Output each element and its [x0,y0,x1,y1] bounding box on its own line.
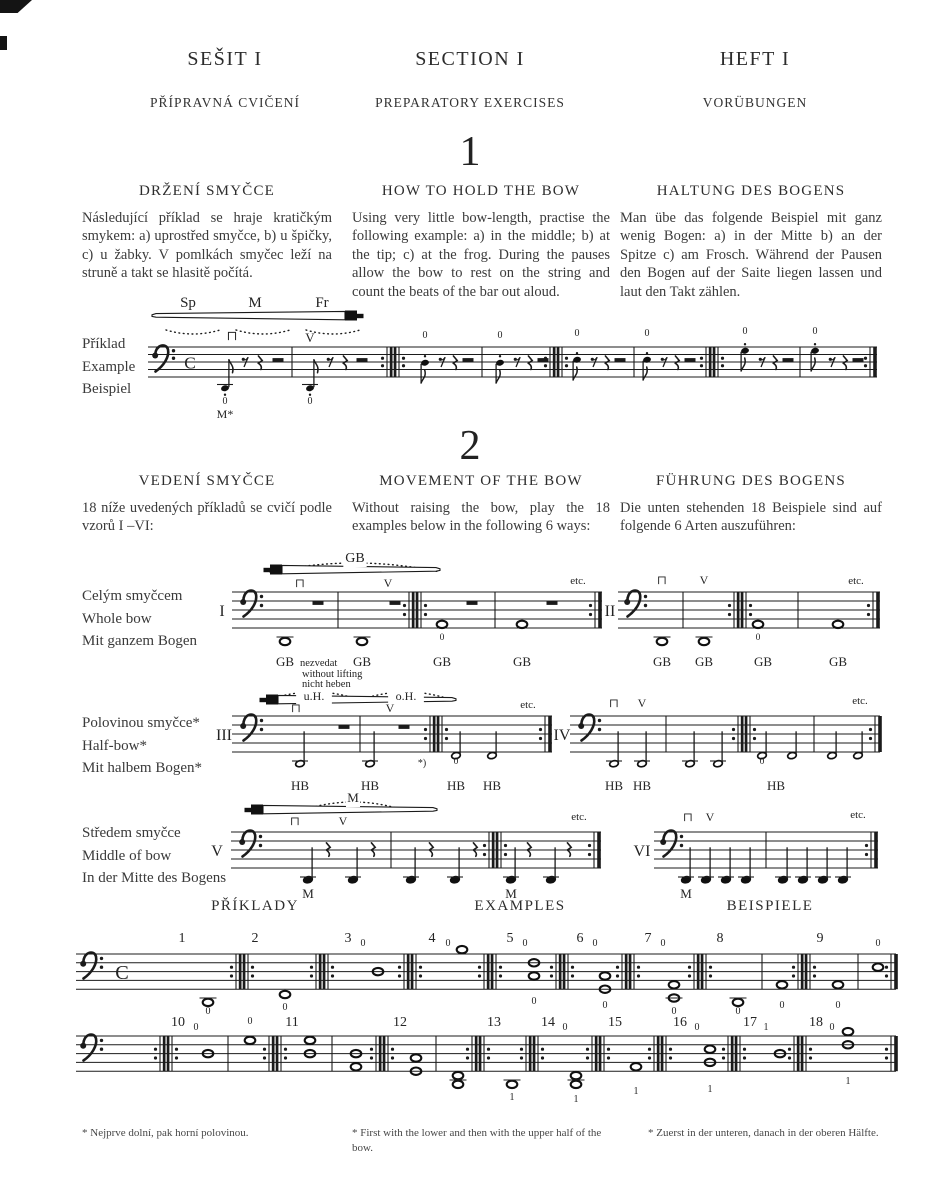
notation-text: 0 [735,1006,741,1017]
section1-heading-english: HOW TO HOLD THE BOW [381,183,581,199]
examples-row-1-9-staff [70,928,902,1020]
notation-text: 0 [660,938,666,949]
notation-text: etc. [848,575,864,587]
notation-text: 17 [743,1015,757,1030]
notation-text: ⊓ [289,814,301,828]
notation-text: 4 [428,931,436,946]
notation-text: 1 [633,1086,639,1097]
music-notation-canvas [628,792,900,904]
notation-text: V [637,696,647,710]
bass-clef-icon [260,604,263,607]
row2-label-english: Half-bow* [82,737,147,754]
notation-text: 0 [222,396,228,407]
section1-body-czech: Následující příklad se hraje kratičkým smykem: a) uprostřed smyčce, b) u špičky, c) u žabky. V pomlkách smyčec leží na struně a takt se hlasitě počítá. [82,210,332,282]
notation-text: GB [753,654,773,669]
row3-label-german: In der Mitte des Bogens [82,870,227,886]
notation-text: V [211,843,223,860]
notation-text: 0 [592,938,598,949]
notation-text: 1 [178,931,186,946]
notation-text: 0 [247,1016,253,1027]
notation-text: 1 [763,1022,769,1033]
notation-text: 14 [541,1015,555,1030]
notation-text: 0 [671,1006,677,1017]
notation-text: 12 [393,1015,407,1030]
notation-text: 1 [707,1084,713,1095]
notation-text: ⊓ [294,576,306,590]
music-notation-canvas [203,792,603,904]
music-notation-canvas [598,550,898,690]
notation-text: nicht heben [302,679,351,690]
notation-text: HB [360,778,380,793]
notation-text: Sp [180,295,196,311]
notation-text: 0 [307,396,313,407]
notation-text: 0 [422,330,428,341]
notation-text: 0 [812,326,818,337]
bass-clef-icon [100,966,103,969]
notation-text: GB [512,654,532,669]
section2-body-czech: 18 níže uvedených příkladů se cvičí podle vzorů I –VI: [82,500,332,535]
notation-text: 0 [439,633,445,643]
row2-side-label [82,712,202,780]
section2-heading-english: MOVEMENT OF THE BOW [379,473,583,489]
notation-text: IV [553,727,571,744]
notation-text: etc. [570,575,586,587]
bow-graphic [152,311,364,321]
notation-text: M [505,886,517,901]
bass-clef-icon [260,728,263,731]
row3-label-english: Middle of bow [82,847,172,864]
system-II-staff [598,550,898,690]
bass-clef-icon [598,728,601,731]
page-subtitle-czech: PŘÍPRAVNÁ CVIČENÍ [150,95,300,110]
notation-text: 1 [573,1094,579,1104]
footnote-german: * Zuerst in der unteren, danach in der oberen Hälfte. [648,1127,879,1139]
notation-text: without lifting [302,669,363,680]
notation-text: 0 [755,633,761,643]
section1-body-german: Man übe das folgende Beispiel mit ganz wenig Bogen: a) in der Mitte b) an der Spitze c) am Frosch. Während der Pausen den Bogen auf der Saite liegen lassen und laut den Takt zählen. [620,210,882,300]
notation-text: V [305,330,315,345]
section1-czech [82,183,332,283]
notation-text: 1 [509,1092,515,1103]
section2-heading-german: FÜHRUNG DES BOGENS [656,473,846,489]
page-title-german: HEFT I [719,48,791,70]
notation-text: *) [417,758,427,769]
notation-text: GB [345,551,365,566]
section-number-1: 1 [459,129,481,175]
notation-text: 0 [282,1002,288,1013]
notation-text: etc. [520,699,536,711]
notation-text: GB [352,654,372,669]
section2-german [620,473,882,536]
notation-text: M [302,886,314,901]
bow-graphic [245,805,438,815]
scan-artifact-edge [0,36,7,50]
notation-text: II [604,603,616,620]
bass-clef-icon [680,844,683,847]
page-subtitle-english: PREPARATORY EXERCISES [375,95,565,110]
notation-text: HB [766,778,786,793]
music-notation-canvas [208,680,560,802]
row1-label-english: Whole bow [82,610,152,627]
section1-heading-german: HALTUNG DES BOGENS [656,183,846,199]
notation-text: ⊓ [290,701,302,715]
notation-text: HB [632,778,652,793]
footnote-english: * First with the lower and then with the upper half of the bow. [352,1127,602,1154]
section-number-2: 2 [459,423,481,469]
notation-text: 0 [453,757,459,767]
notation-text: C [184,353,196,373]
row1-side-label [82,585,197,653]
page-title-english: SECTION I [415,48,525,70]
music-notation-canvas [544,680,896,802]
bow-graphic [260,695,457,705]
notation-text: 0 [779,1000,785,1011]
notation-text: 0 [205,1006,211,1017]
header-column-english [355,48,585,111]
notation-text: 2 [251,931,259,946]
notation-text: HB [482,778,502,793]
section2-english [352,473,610,536]
bass-clef-icon [172,357,175,360]
notation-text: o.H. [395,689,417,703]
row2-label-german: Mit halbem Bogen* [82,760,202,776]
notation-text: HB [290,778,310,793]
bass-clef-icon [259,844,262,847]
example-label-german: Beispiel [82,381,132,397]
notation-text: 7 [644,931,652,946]
notation-text: u.H. [303,689,325,703]
notation-text: 0 [875,938,881,949]
notation-text: III [216,727,232,744]
notation-text: ⊓ [608,696,620,710]
notation-text: 1 [845,1076,851,1087]
notation-text: 0 [602,1000,608,1011]
notation-text: C [115,962,129,985]
example1-staff [140,292,898,437]
examples-row-10-18-staff [70,1012,902,1104]
notation-text: Fr [315,295,329,311]
notation-text: V [338,814,348,828]
notation-text: etc. [850,809,866,821]
notation-text: 11 [285,1015,299,1030]
notation-text: ⊓ [226,328,238,343]
notation-text: M [680,886,692,901]
notation-text: GB [694,654,714,669]
notation-text: 18 [809,1015,823,1030]
notation-text: 3 [344,931,352,946]
system-I-staff [210,550,612,690]
notation-text: V [705,810,715,824]
notation-text: M [248,295,262,311]
section2-czech [82,473,332,536]
notation-text: 0 [759,757,765,767]
row2-label-czech: Polovinou smyčce* [82,715,200,731]
music-notation-canvas [70,928,902,1020]
notation-text: 0 [497,330,503,341]
row1-label-czech: Celým smyčcem [82,588,183,604]
page-title-czech: SEŠIT I [187,48,263,70]
notation-text: I [219,603,225,620]
notation-text: 0 [574,328,580,339]
notation-text: V [383,576,393,590]
section1-heading-czech: DRŽENÍ SMYČCE [138,183,276,199]
notation-text: 0 [445,938,451,949]
page-subtitle-german: VORÜBUNGEN [702,95,808,110]
notation-text: M [347,792,359,805]
notation-text: 0 [193,1022,199,1033]
examples-heading-german: BEISPIELE [726,898,814,914]
section2-body-english: Without raising the bow, play the 18 examples below in the following 6 ways: [352,500,610,535]
examples-heading-czech: PŘÍKLADY [211,898,299,914]
notation-text: 8 [716,931,724,946]
scan-artifact-corner [0,0,32,13]
notation-text: 0 [562,1022,568,1033]
music-notation-canvas [70,1012,902,1104]
notation-text: HB [604,778,624,793]
notation-text: GB [432,654,452,669]
notation-text: 16 [673,1015,687,1030]
row3-label-czech: Středem smyčce [82,825,181,841]
system-V-staff [203,792,603,904]
section1-english [352,183,610,301]
notation-text: M* [216,407,234,421]
notation-text: 15 [608,1015,622,1030]
notation-text: 10 [171,1015,185,1030]
header-column-czech [80,48,370,111]
notation-text: 0 [829,1022,835,1033]
section1-body-english: Using very little bow-length, practise the following example: a) in the middle; b) at the tip; c) at the frog. During the pauses allow the bow to rest on the string and count the beats of the bar out aloud. [352,210,610,300]
notation-text: GB [828,654,848,669]
notation-text: 0 [644,328,650,339]
notation-text: 0 [522,938,528,949]
header-column-german [630,48,880,111]
notation-text: 0 [742,326,748,337]
notation-text: V [385,701,395,715]
notation-text: 0 [835,1000,841,1011]
notation-text: V [699,573,709,587]
music-notation-canvas [210,550,612,690]
notation-text: ⊓ [682,810,694,824]
music-notation-canvas [140,292,898,437]
notation-text: etc. [571,811,587,823]
notation-text: 6 [576,931,584,946]
examples-heading-english: EXAMPLES [474,898,566,914]
footnote-czech: * Nejprve dolní, pak horní polovinou. [82,1127,249,1139]
example-label-english: Example [82,358,136,375]
notation-text: GB [652,654,672,669]
notation-text: HB [446,778,466,793]
example-label-czech: Příklad [82,336,126,352]
notation-text: 0 [531,996,537,1007]
system-IV-staff [544,680,896,802]
notation-text: 5 [506,931,514,946]
system-III-staff [208,680,560,802]
bass-clef-icon [644,604,647,607]
notation-text: 0 [694,1022,700,1033]
notation-text: ⊓ [656,573,668,587]
row1-label-german: Mit ganzem Bogen [82,633,197,649]
section1-german [620,183,882,301]
bass-clef-icon [100,1048,103,1051]
system-VI-staff [628,792,900,904]
notation-text: nezvedat [300,658,338,669]
notation-text: VI [633,843,651,860]
notation-text: 9 [816,931,824,946]
example-side-label [82,333,135,401]
notation-text: etc. [852,695,868,707]
section2-body-german: Die unten stehenden 18 Beispiele sind auf folgende 6 Arten auszuführen: [620,500,882,535]
notation-text: GB [275,654,295,669]
notation-text: 0 [360,938,366,949]
section2-heading-czech: VEDENÍ SMYČCE [138,473,276,489]
notation-text: 13 [487,1015,501,1030]
